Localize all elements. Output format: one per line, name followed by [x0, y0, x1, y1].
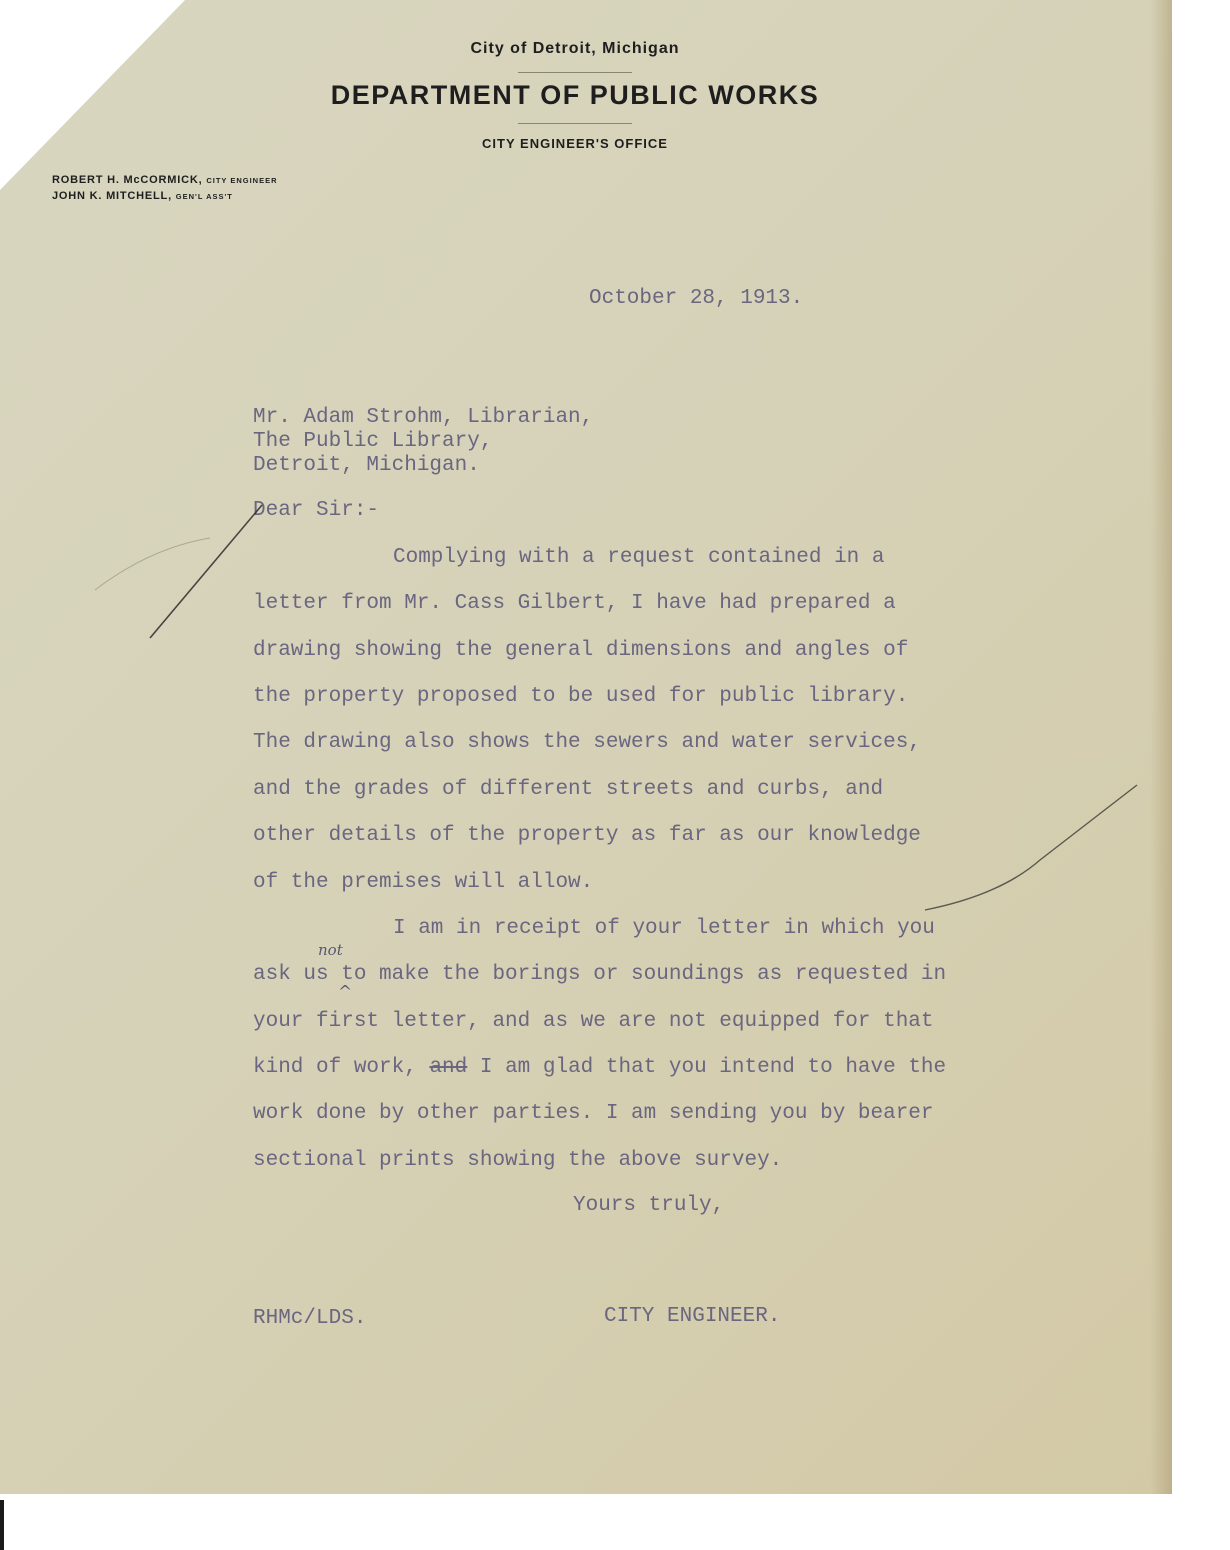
body-line: ask us to make the borings or soundings as requested in	[253, 963, 947, 986]
pencil-stroke-left	[150, 505, 262, 638]
body-line: your first letter, and as we are not equipped for that	[253, 1010, 934, 1033]
body-text: kind of work,	[253, 1056, 417, 1079]
staff-role: CITY ENGINEER	[206, 176, 278, 185]
letterhead-office: CITY ENGINEER'S OFFICE	[482, 136, 668, 151]
address-line: Detroit, Michigan.	[253, 454, 480, 477]
insertion-caret: ^	[338, 982, 353, 1002]
letter-date: October 28, 1913.	[589, 287, 804, 310]
typist-initials: RHMc/LDS.	[253, 1307, 367, 1330]
body-line: Complying with a request contained in a	[393, 546, 885, 569]
pencil-stroke-faint	[95, 538, 210, 590]
address-line: Mr. Adam Strohm, Librarian,	[253, 406, 594, 429]
letterhead-city: City of Detroit, Michigan	[470, 40, 680, 57]
body-line: other details of the property as far as our knowledge	[253, 824, 921, 847]
body-line: of the premises will allow.	[253, 871, 594, 894]
staff-name: JOHN K. MITCHELL,	[52, 190, 172, 202]
body-line: I am in receipt of your letter in which you	[393, 917, 935, 940]
address-line: The Public Library,	[253, 430, 493, 453]
letterhead-department: DEPARTMENT OF PUBLIC WORKS	[330, 80, 820, 110]
body-line: and the grades of different streets and curbs, and	[253, 778, 884, 801]
closing: Yours truly,	[573, 1194, 725, 1217]
body-line: letter from Mr. Cass Gilbert, I have had prepared a	[253, 592, 896, 615]
handwritten-insertion: not	[318, 941, 343, 959]
body-line: The drawing also shows the sewers and water services,	[253, 731, 921, 754]
signature-title: CITY ENGINEER.	[604, 1305, 781, 1328]
body-line: drawing showing the general dimensions and angles of	[253, 639, 909, 662]
body-line: sectional prints showing the above survey.	[253, 1149, 783, 1172]
staff-name: ROBERT H. McCORMICK,	[52, 174, 203, 186]
salutation: Dear Sir:-	[253, 499, 380, 522]
body-line: work done by other parties. I am sending you by bearer	[253, 1102, 934, 1125]
struck-word: and	[429, 1056, 468, 1079]
body-line: the property proposed to be used for public library.	[253, 685, 909, 708]
staff-role: GEN'L ASS'T	[175, 192, 233, 201]
pencil-stroke-right	[925, 785, 1137, 910]
body-text: I am glad that you intend to have the	[479, 1056, 947, 1079]
